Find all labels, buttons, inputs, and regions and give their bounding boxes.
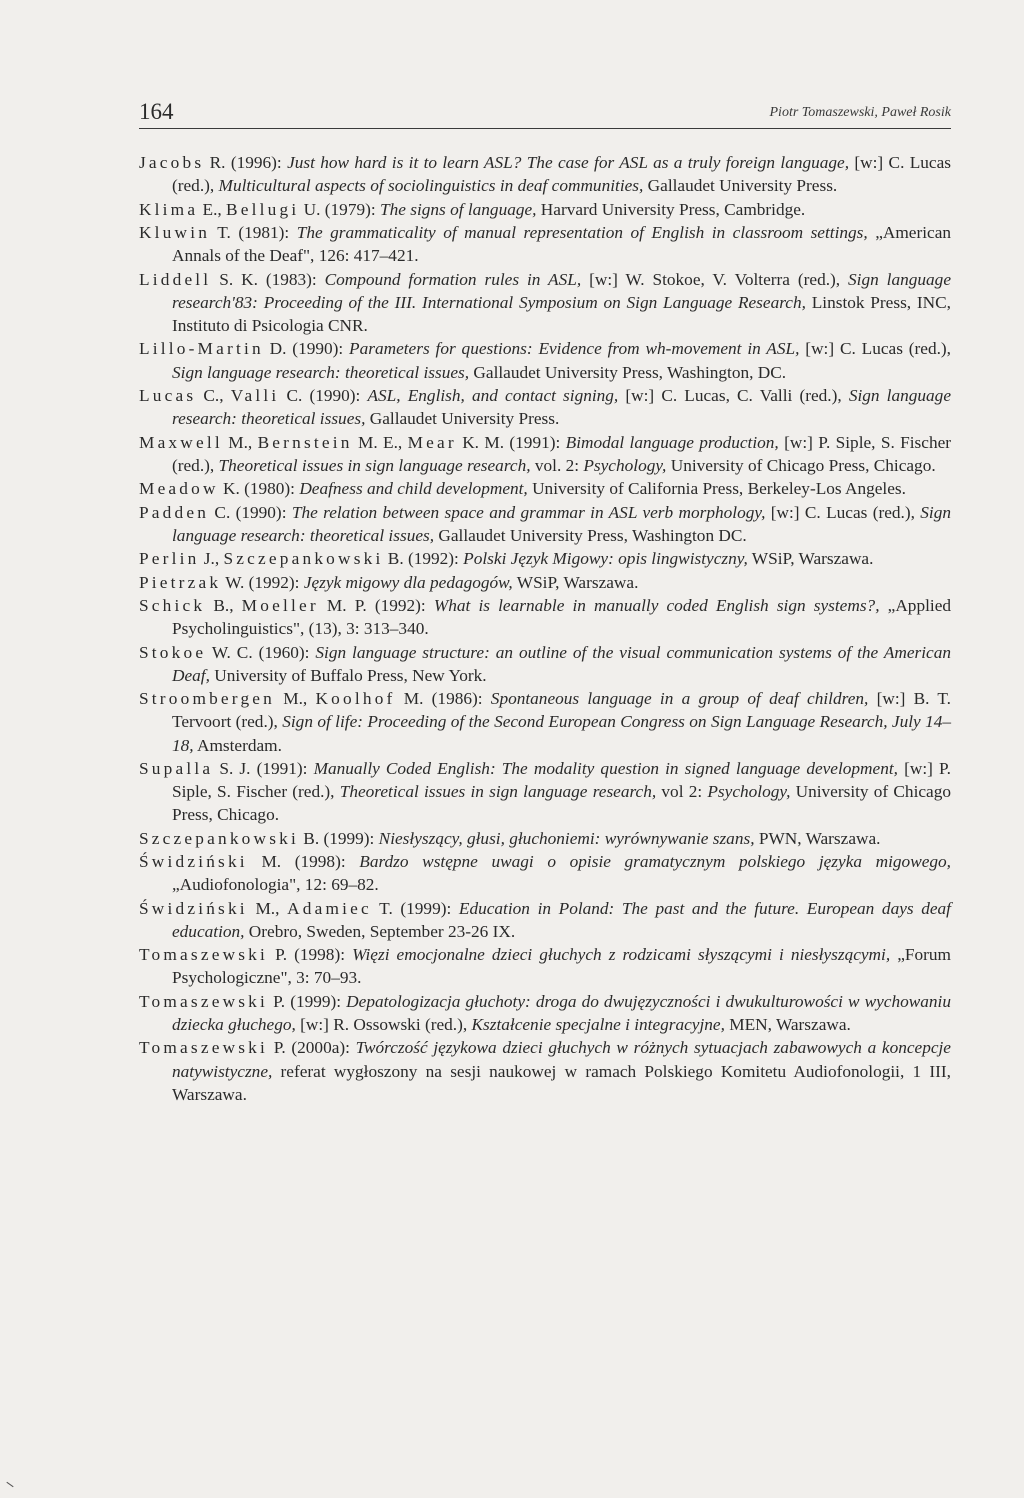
reference-title: Sign of life: Proceeding of the Second European Congress on Sign Language Research, July 14–18, xyxy=(172,712,951,755)
reference-author: Tomaszewski xyxy=(139,945,269,965)
reference-text: University of Chicago Press, Chicago. xyxy=(666,455,936,475)
reference-author: Supalla xyxy=(139,758,214,778)
reference-text: „American Annals of the Deaf", 126: 417–421. xyxy=(172,222,951,266)
reference-text: B., xyxy=(205,595,242,615)
reference-title: Polski Język Migowy: opis lingwistyczny, xyxy=(463,549,748,569)
reference-text: Linstok Press, INC, Instituto di Psicologia CNR. xyxy=(172,292,951,335)
reference-text: M., xyxy=(222,432,258,452)
reference-entry xyxy=(139,337,951,383)
reference-author: Adamiec xyxy=(287,898,372,918)
reference-text: M. (1986): xyxy=(395,689,491,709)
reference-title: Bardzo wstępne uwagi o opisie gramatycznym polskiego języka migowego, xyxy=(359,852,951,872)
reference-text: K. M. (1991): xyxy=(456,432,566,452)
reference-text: M. E., xyxy=(352,432,408,452)
reference-text: M. (1998): xyxy=(247,852,360,872)
reference-title: Sign language research: theoretical issues, xyxy=(172,362,470,382)
reference-text: WSiP, Warszawa. xyxy=(512,572,639,592)
reference-title: ASL, English, and contact signing, xyxy=(367,385,619,405)
reference-entry xyxy=(139,384,951,430)
reference-entry xyxy=(139,268,951,338)
reference-text: Harvard University Press, Cambridge. xyxy=(536,199,806,219)
reference-author: Szczepankowski xyxy=(139,828,299,848)
reference-title: Więzi emocjonalne dzieci głuchych z rodzicami słyszącymi i niesłyszącymi, xyxy=(352,945,891,965)
reference-title: The relation between space and grammar in ASL verb morphology, xyxy=(291,502,766,522)
reference-text: B. (1999): xyxy=(298,828,379,848)
reference-author: Schick xyxy=(139,595,206,615)
reference-entry xyxy=(139,641,951,687)
reference-text: [w:] C. Lucas (red.), xyxy=(765,502,921,522)
reference-text: K. (1980): xyxy=(218,479,300,499)
reference-title: Kształcenie specjalne i integracyjne, xyxy=(471,1015,725,1035)
scan-mark xyxy=(6,1482,13,1487)
reference-text: „Forum Psychologiczne", 3: 70–93. xyxy=(172,945,951,988)
reference-title: Parameters for questions: Evidence from wh-movement in ASL, xyxy=(349,339,800,359)
reference-text: WSiP, Warszawa. xyxy=(747,549,874,569)
reference-text: C., xyxy=(196,385,231,405)
reference-author: Tomaszewski xyxy=(139,1038,269,1058)
reference-author: Tomaszewski xyxy=(139,991,269,1011)
reference-text: „Audiofonologia", 12: 69–82. xyxy=(172,875,379,895)
reference-title: Depatologizacja głuchoty: droga do dwujęzyczności i dwukulturowości w wychowaniu dziecka głuchego, xyxy=(172,991,951,1035)
reference-author: Jacobs xyxy=(139,153,205,172)
reference-author: Perlin xyxy=(139,549,200,569)
reference-text: [w:] C. Lucas (red.), xyxy=(172,153,951,196)
reference-entry xyxy=(139,594,951,640)
reference-text: PWN, Warszawa. xyxy=(754,828,881,848)
reference-text: University of Chicago Press, Chicago. xyxy=(172,782,951,825)
reference-text: [w:] P. Siple, S. Fischer (red.), xyxy=(172,432,952,475)
reference-text: M. P. (1992): xyxy=(318,595,434,615)
reference-title: Psychology, xyxy=(583,455,667,475)
running-head: Piotr Tomaszewski, Paweł Rosik xyxy=(769,105,951,120)
reference-text: P. (1998): xyxy=(268,945,353,965)
reference-text: D. (1990): xyxy=(263,339,350,359)
reference-title: Psychology, xyxy=(707,782,791,802)
reference-text: MEN, Warszawa. xyxy=(724,1015,851,1035)
reference-author: Koolhof xyxy=(315,689,396,709)
reference-author: Lucas xyxy=(139,385,197,405)
reference-title: Theoretical issues in sign language research, xyxy=(339,782,657,802)
reference-text: T. (1981): xyxy=(210,222,297,242)
reference-entry xyxy=(139,501,951,547)
reference-title: Multicultural aspects of sociolinguistics in deaf communities, xyxy=(218,176,644,196)
reference-title: Język migowy dla pedagogów, xyxy=(303,572,513,592)
reference-entry xyxy=(139,990,951,1036)
reference-text: P. (1999): xyxy=(268,991,347,1011)
reference-text: Gallaudet University Press. xyxy=(365,409,560,429)
reference-title: Compound formation rules in ASL, xyxy=(324,269,582,289)
reference-list xyxy=(139,151,951,1106)
reference-title: Manually Coded English: The modality question in signed language development, xyxy=(313,758,898,778)
reference-author: Moeller xyxy=(241,595,319,615)
reference-author: Padden xyxy=(139,502,210,522)
reference-author: Klima xyxy=(139,199,199,219)
reference-title: Sign language research'83: Proceeding of the III. International Symposium on Sign Language Research, xyxy=(172,269,951,312)
reference-author: Liddell xyxy=(139,269,212,289)
reference-text: [w:] B. T. Tervoort (red.), xyxy=(172,689,951,732)
reference-entry xyxy=(139,757,951,827)
reference-text: B. (1992): xyxy=(383,549,464,569)
reference-entry xyxy=(139,897,951,943)
reference-text: J., xyxy=(199,549,224,569)
reference-text: [w:] W. Stokoe, V. Volterra (red.), xyxy=(581,269,849,289)
reference-title: Twórczość językowa dzieci głuchych w różnych sytuacjach zabawowych a koncepcje natywistyczne, xyxy=(172,1038,951,1081)
reference-title: Sign language research: theoretical issues, xyxy=(172,502,952,545)
reference-text: E., xyxy=(198,199,227,219)
reference-text: Amsterdam. xyxy=(193,735,282,755)
reference-text: Gallaudet University Press, Washington, DC. xyxy=(469,362,787,382)
reference-text: University of California Press, Berkeley-Los Angeles. xyxy=(527,479,906,499)
reference-entry xyxy=(139,198,951,221)
reference-author: Lillo-Martin xyxy=(139,339,264,359)
reference-title: Spontaneous language in a group of deaf children, xyxy=(490,689,869,709)
reference-text: vol. 2: xyxy=(530,455,584,475)
reference-text: Gallaudet University Press, Washington DC. xyxy=(434,525,747,545)
reference-title: The grammaticality of manual representation of English in classroom settings, xyxy=(296,222,868,242)
reference-text: P. (2000a): xyxy=(268,1038,356,1058)
reference-title: Sign language research: theoretical issues, xyxy=(172,385,951,429)
reference-entry xyxy=(139,943,951,989)
reference-text: T. (1999): xyxy=(371,898,459,918)
reference-entry xyxy=(139,827,951,850)
reference-text: W. (1992): xyxy=(221,572,304,592)
reference-text: R. (1996): xyxy=(204,153,288,172)
reference-title: Deafness and child development, xyxy=(299,479,528,499)
reference-author: Świdziński xyxy=(139,852,248,872)
reference-title: Education in Poland: The past and the future. European days deaf education, xyxy=(172,898,951,941)
reference-text: [w:] P. Siple, S. Fischer (red.), xyxy=(172,758,951,802)
reference-text: W. C. (1960): xyxy=(206,642,316,662)
reference-title: What is learnable in manually coded English sign systems?, xyxy=(433,595,880,615)
page-number: 164 xyxy=(139,99,174,124)
reference-text: [w:] C. Lucas, C. Valli (red.), xyxy=(618,385,849,405)
reference-entry xyxy=(139,687,951,757)
reference-title: The signs of language, xyxy=(379,199,537,219)
reference-entry xyxy=(139,221,951,267)
reference-text: [w:] R. Ossowski (red.), xyxy=(295,1015,472,1035)
reference-text: vol 2: xyxy=(656,782,708,802)
reference-title: Theoretical issues in sign language research, xyxy=(218,455,531,475)
reference-text: referat wygłoszony na sesji naukowej w ramach Polskiego Komitetu Audiofonologii, 1 III, Warszawa. xyxy=(172,1061,951,1104)
reference-author: Mear xyxy=(407,432,457,452)
reference-author: Szczepankowski xyxy=(223,549,384,569)
reference-entry xyxy=(139,547,951,570)
reference-author: Valli xyxy=(230,385,280,405)
reference-title: Sign language structure: an outline of the visual communication systems of the American Deaf, xyxy=(172,642,952,685)
reference-text: C. (1990): xyxy=(279,385,368,405)
reference-author: Stokoe xyxy=(139,642,207,662)
reference-entry xyxy=(139,850,951,896)
reference-author: Kluwin xyxy=(139,222,211,242)
reference-entry xyxy=(139,151,951,197)
reference-title: Just how hard is it to learn ASL? The case for ASL as a truly foreign language, xyxy=(287,153,850,172)
reference-text: University of Buffalo Press, New York. xyxy=(209,665,487,685)
reference-author: Świdziński xyxy=(139,898,248,918)
reference-author: Stroombergen xyxy=(139,689,275,709)
reference-title: Niesłyszący, głusi, głuchoniemi: wyrównywanie szans, xyxy=(378,828,755,848)
reference-text: [w:] C. Lucas (red.), xyxy=(799,339,951,359)
reference-author: Bellugi xyxy=(226,199,300,219)
reference-entry xyxy=(139,431,951,477)
reference-text: M., xyxy=(275,689,316,709)
reference-author: Maxwell xyxy=(139,432,223,452)
reference-entry xyxy=(139,571,951,594)
reference-title: Bimodal language production, xyxy=(565,432,779,452)
reference-text: U. (1979): xyxy=(299,199,380,219)
reference-text: M., xyxy=(247,898,288,918)
page-header xyxy=(139,98,951,129)
reference-author: Meadow xyxy=(139,479,219,499)
reference-entry xyxy=(139,1036,951,1106)
reference-text: Orebro, Sweden, September 23-26 IX. xyxy=(244,921,516,941)
reference-entry xyxy=(139,477,951,500)
reference-text: Gallaudet University Press. xyxy=(643,176,838,196)
reference-author: Bernstein xyxy=(257,432,353,452)
reference-text: „Applied Psycholinguistics", (13), 3: 313–340. xyxy=(172,595,952,639)
reference-text: S. K. (1983): xyxy=(211,269,325,289)
reference-text: C. (1990): xyxy=(209,502,292,522)
reference-text: S. J. (1991): xyxy=(213,758,314,778)
reference-author: Pietrzak xyxy=(139,572,222,592)
